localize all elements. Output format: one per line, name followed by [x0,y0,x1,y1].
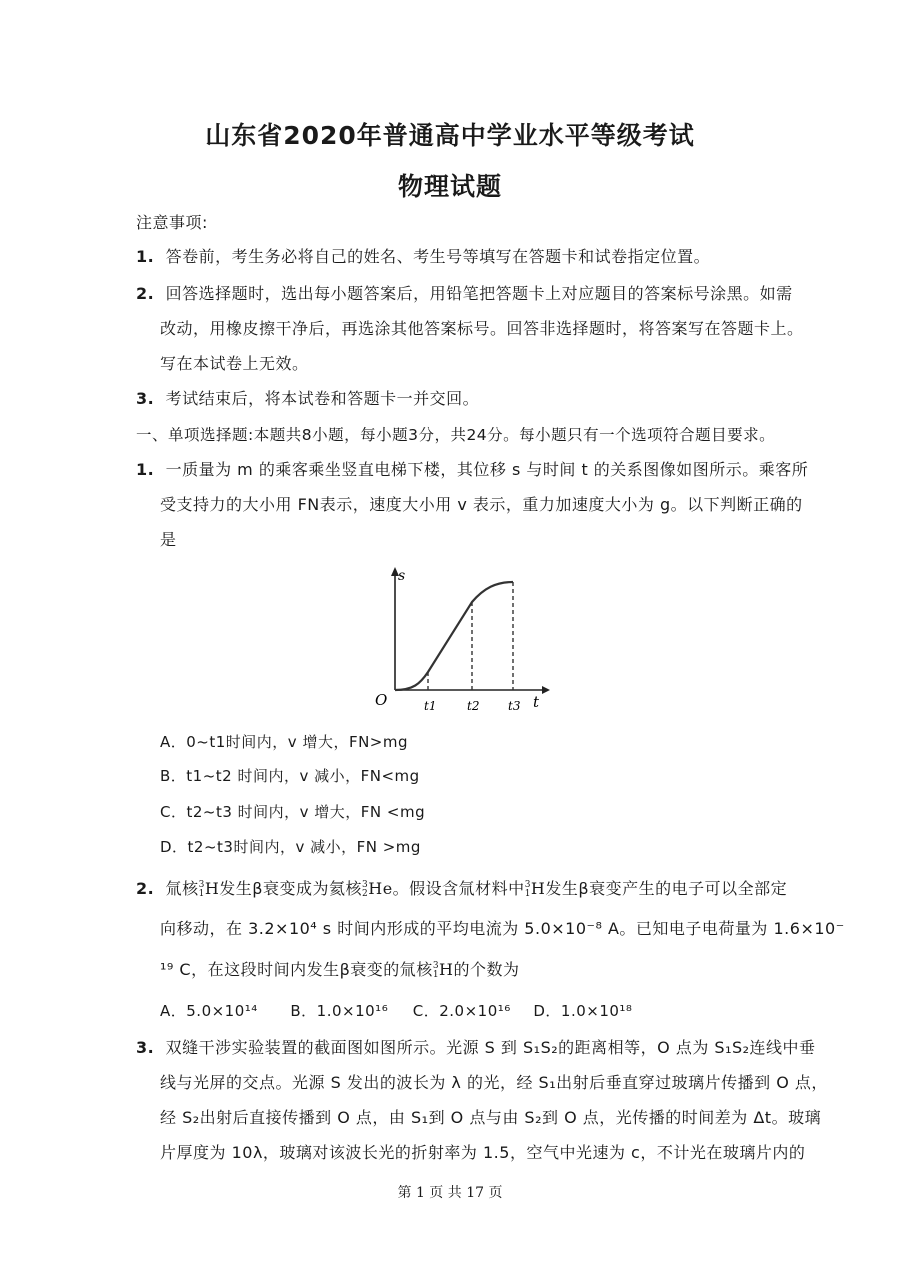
question-text: ¹⁹ C，在这段时间内发生β衰变的氚核 [160,960,433,979]
mass-number: 3 [524,879,531,890]
question-3-line-2: 线与光屏的交点。光源 S 发出的波长为 λ 的光，经 S₁出射后垂直穿过玻璃片传播到 O 点， [160,1073,828,1092]
mass-number: 3 [362,879,369,890]
atomic-number: 1 [524,888,531,899]
atomic-number: 1 [432,969,440,980]
q2-option-d: D．1.0×10¹⁸ [533,1002,633,1020]
tick-t3-label: t3 [508,699,521,713]
question-3 [136,1037,816,1059]
question-text: 氚核 [165,879,199,898]
question-text: 发生β衰变成为氦核 [219,879,363,898]
notice-item-number: 1. [136,247,155,266]
notice-item-text: 答卷前，考生务必将自己的姓名、考生号等填写在答题卡和试卷指定位置。 [165,247,711,266]
element-symbol: H [439,960,454,979]
mass-number: 3 [198,879,205,890]
tick-t1-label: t1 [424,699,437,713]
question-1 [136,459,808,481]
t-axis-label: t [533,693,540,711]
notice-item-2-line-3: 写在本试卷上无效。 [160,354,309,373]
question-3-line-4: 片厚度为 10λ，玻璃对该波长光的折射率为 1.5，空气中光速为 c，不计光在玻璃片内的 [160,1143,806,1162]
section-heading: 一、单项选择题:本题共8小题，每小题3分，共24分。每小题只有一个选项符合题目要求。 [136,426,776,444]
origin-label: O [375,691,388,709]
s-t-curve [395,582,513,690]
exam-title: 山东省2020年普通高中学业水平等级考试 [205,121,695,150]
q2-option-a: A．5.0×10¹⁴ [160,1002,258,1020]
question-1-line-3: 是 [160,530,177,549]
question-2-line-3 [160,959,520,981]
question-number: 1. [136,460,155,479]
mass-number: 3 [432,960,440,971]
page-footer: 第 1 页 共 17 页 [397,1185,503,1201]
element-symbol: He [368,879,393,898]
nuclide-tritium [199,879,220,898]
q2-option-c: C．2.0×10¹⁶ [412,1002,511,1020]
displacement-time-graph [368,560,553,722]
q1-option-b: B．t1~t2 时间内，v 减小，FN<mg [160,767,420,785]
element-symbol: H [530,879,546,898]
atomic-number: 1 [198,888,205,899]
question-text: 。假设含氚材料中 [392,879,525,898]
element-symbol: H [204,879,220,898]
notice-item-1 [136,246,710,268]
question-2-line-2: 向移动，在 3.2×10⁴ s 时间内形成的平均电流为 5.0×10⁻⁸ A。已知电子电荷量为 1.6×10⁻ [160,919,845,938]
question-text: 双缝干涉实验装置的截面图如图所示。光源 S 到 S₁S₂的距离相等，O 点为 S₁S₂连线中垂 [165,1038,816,1057]
nuclide-tritium [525,879,546,898]
question-text: 一质量为 m 的乘客乘坐竖直电梯下楼，其位移 s 与时间 t 的关系图像如图所示。乘客所 [165,460,809,479]
nuclide-tritium [433,960,454,979]
notice-item-2 [136,283,793,305]
q2-option-b: B．1.0×10¹⁶ [290,1002,389,1020]
s-axis-label: s [398,568,406,584]
q2-options [160,1000,632,1022]
q1-option-d: D．t2~t3时间内，v 减小，FN >mg [160,838,421,856]
notice-item-number: 2. [136,284,155,303]
question-text: 的个数为 [453,960,520,979]
notice-item-number: 3. [136,389,155,408]
q1-option-c: C．t2~t3 时间内，v 增大，FN <mg [160,803,426,821]
exam-subtitle: 物理试题 [397,172,502,201]
atomic-number: 2 [362,888,369,899]
tick-t2-label: t2 [467,699,480,713]
question-2 [136,878,787,900]
notice-item-text: 回答选择题时，选出每小题答案后，用铅笔把答题卡上对应题目的答案标号涂黑。如需 [165,284,793,303]
notice-item-3 [136,388,479,410]
question-number: 3. [136,1038,155,1057]
nuclide-helium [362,879,393,898]
question-3-line-3: 经 S₂出射后直接传播到 O 点，由 S₁到 O 点与由 S₂到 O 点，光传播的时间差为 Δt。玻璃 [160,1108,822,1127]
notice-item-text: 考试结束后，将本试卷和答题卡一并交回。 [165,389,480,408]
x-axis-arrow [542,686,550,694]
question-number: 2. [136,879,155,898]
notice-item-2-line-2: 改动，用橡皮擦干净后，再选涂其他答案标号。回答非选择题时，将答案写在答题卡上。 [160,319,804,338]
question-1-line-2: 受支持力的大小用 FN表示，速度大小用 v 表示，重力加速度大小为 g。以下判断正确的 [160,495,803,514]
question-text: 发生β衰变产生的电子可以全部定 [545,879,788,898]
notice-heading: 注意事项: [136,213,208,232]
q1-option-a: A．0~t1时间内，v 增大，FN>mg [160,733,408,751]
